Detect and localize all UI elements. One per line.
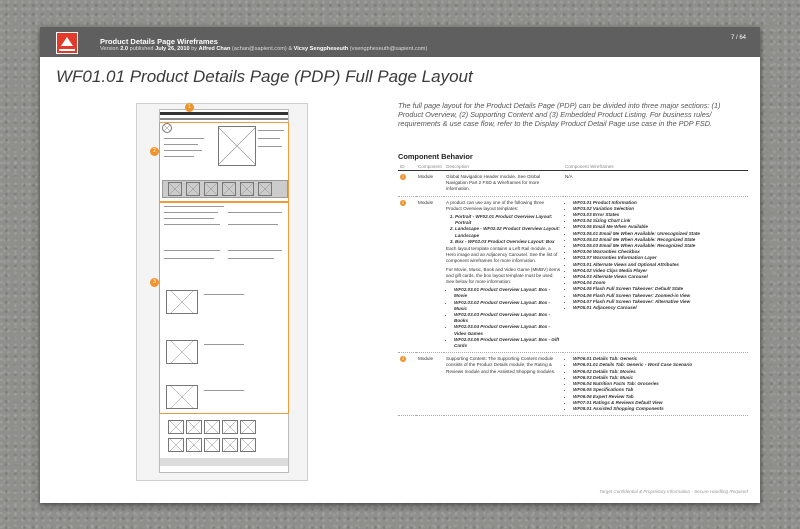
table-header-row bbox=[398, 163, 748, 171]
list-item: • WF03.02 Variation Selection bbox=[573, 206, 746, 212]
wireframe-listing-item bbox=[222, 420, 238, 434]
row-id-cell bbox=[398, 353, 416, 416]
list-item: • WF03.05.01 Email Me When Available: Unrecognized State bbox=[573, 231, 746, 237]
document-page bbox=[40, 27, 760, 503]
row-description-cell: Global Navigation Header module. See Global Navigation Part 2 FSD & Wireframes for more information. bbox=[444, 171, 563, 197]
list-item: • WF02.03.02 Product Overview Layout: Box - Music bbox=[454, 300, 561, 312]
list-item: • WF03.06 Warranties Checkbox bbox=[573, 249, 746, 255]
description-text: Each layout template contains a Left Rail module, a Hero image and an Adjacency Carousel. See the list of component wireframes for more information. bbox=[446, 246, 558, 264]
wireframe-page bbox=[159, 109, 289, 473]
row-wireframes-cell: N/A bbox=[563, 171, 748, 197]
table-row bbox=[398, 353, 748, 416]
list-item: • WF06.03 Details Tab: Music bbox=[573, 375, 746, 381]
wireframe-thumbnail bbox=[136, 103, 308, 481]
list-item: • WF04.03 Alternate Views Carousel bbox=[573, 274, 746, 280]
row-component-cell: Module bbox=[416, 196, 444, 353]
box-layout-list bbox=[446, 287, 561, 349]
list-item: • WF02.03.04 Product Overview Layout: Box - Video Games bbox=[454, 324, 561, 336]
section-highlight-product-overview bbox=[159, 122, 289, 202]
list-item: • WF04.02 Video Clips Media Player bbox=[573, 268, 746, 274]
list-item: • WF06.01.01 Details Tab: Generic - Word Case Scenario bbox=[573, 362, 746, 368]
list-item: • WF06.02 Details Tab: Movies bbox=[573, 369, 746, 375]
page-title: WF01.01 Product Details Page (PDP) Full Page Layout bbox=[56, 67, 473, 86]
row-id-cell bbox=[398, 171, 416, 197]
list-item: • WF06.06 Expert Review Tab bbox=[573, 394, 746, 400]
list-item: • WF04.05 Flash Full Screen Takeover: Default State bbox=[573, 286, 746, 292]
wireframe-list bbox=[565, 200, 746, 312]
list-item: 2. Landscape - WF02.02 Product Overview Layout: Landscape bbox=[455, 226, 561, 238]
intro-paragraph: The full page layout for the Product Details Page (PDP) can be divided into three major sections: (1) Product Overview, (2) Supporting Content and (3) Embedded Product Listing. For business rules/ requirements & use case flow, refer to the Display Product Detail Page use case in the PDP FSD. bbox=[398, 101, 721, 128]
document-meta: Version 2.0 published July 26, 2010 by Alfred Chan (achan@sapient.com) & Vicsy Sengpheseuth (vsengpheseuth@sapient.com) bbox=[100, 46, 428, 52]
row-id-badge: 3 bbox=[401, 356, 405, 362]
list-item: • WF04.06 Flash Full Screen Takeover: Zoomed-in View bbox=[573, 293, 746, 299]
row-description-cell: Supporting Content: The Supporting Content module consists of the Product Details module, the Rating & Reviews module and the Assisted Shopping modules. bbox=[444, 353, 563, 416]
column-header: Description bbox=[444, 163, 563, 171]
list-item: • WF02.03.03 Product Overview Layout: Box - Books bbox=[454, 312, 561, 324]
page-header bbox=[40, 27, 760, 57]
list-item: • WF06.04 Nutrition Facts Tab: Groceries bbox=[573, 381, 746, 387]
section-highlight-supporting-content bbox=[159, 202, 289, 414]
wireframe-footer bbox=[160, 458, 288, 466]
list-item: • WF03.05.02 Email Me When Available: Recognized State bbox=[573, 237, 746, 243]
wireframe-listing-item bbox=[186, 438, 202, 452]
layout-template-list bbox=[446, 214, 561, 245]
marker-3: 3 bbox=[150, 278, 159, 287]
wireframe-subnav-bar bbox=[160, 118, 288, 120]
wireframe-listing-item bbox=[204, 438, 220, 452]
row-id-badge: 2 bbox=[401, 199, 405, 205]
list-item: • WF03.05 Email Me When Available bbox=[573, 224, 746, 230]
confidentiality-footer: Target Confidential & Proprietary Information - Secure Handling Required bbox=[599, 489, 748, 494]
row-wireframes-cell bbox=[563, 353, 748, 416]
marker-1: 1 bbox=[185, 103, 194, 112]
component-behavior-title: Component Behavior bbox=[398, 152, 473, 161]
list-item: • WF04.07 Flash Full Screen Takeover: Alternative View bbox=[573, 299, 746, 305]
wireframe-listing-item bbox=[222, 438, 238, 452]
row-component-cell: Module bbox=[416, 353, 444, 416]
document-title: Product Details Page Wireframes bbox=[100, 37, 218, 46]
company-logo-icon bbox=[56, 32, 78, 54]
row-wireframes-cell bbox=[563, 196, 748, 353]
list-item: 1. Portrait - WF02.01 Product Overview Layout: Portrait bbox=[455, 214, 561, 226]
wireframe-list bbox=[565, 356, 746, 412]
list-item: • WF02.03.05 Product Overview Layout: Box - Gift Cards bbox=[454, 337, 561, 349]
row-description-cell bbox=[444, 196, 563, 353]
column-header: Component bbox=[416, 163, 444, 171]
list-item: • WF03.03 Error States bbox=[573, 212, 746, 218]
list-item: • WF02.03.01 Product Overview Layout: Box - Movie bbox=[454, 287, 561, 299]
table-row bbox=[398, 171, 748, 197]
list-item: • WF06.01 Details Tab: Generic bbox=[573, 356, 746, 362]
list-item: • WF03.05.03 Email Me When Available: Recognized State bbox=[573, 243, 746, 249]
row-id-badge: 1 bbox=[401, 174, 405, 179]
wireframe-listing-item bbox=[240, 420, 256, 434]
wireframe-nav-bar bbox=[160, 112, 288, 115]
component-behavior-table bbox=[398, 163, 748, 416]
page-number: 7 / 64 bbox=[730, 35, 746, 41]
description-text: For Movie, Music, Book and Video Game (MMBV) items and gift cards, the box layout template must be used. See below for more information: bbox=[446, 266, 561, 285]
row-id-cell bbox=[398, 196, 416, 353]
list-item: • WF03.01 Alternate Views and Optional Attributes bbox=[573, 262, 746, 268]
description-text: A product can use any one of the following three Product Overview layout templates: bbox=[446, 199, 545, 211]
wireframe-listing-item bbox=[240, 438, 256, 452]
marker-2: 2 bbox=[150, 147, 159, 156]
list-item: • WF08.01 Assisted Shopping Components bbox=[573, 406, 746, 412]
list-item: • WF04.04 Zoom bbox=[573, 280, 746, 286]
list-item: • WF03.07 Warranties Information Layer bbox=[573, 255, 746, 261]
list-item: 3. Box - WF02.03 Product Overview Layout: Box bbox=[455, 239, 561, 245]
list-item: • WF07.01 Ratings & Reviews Default View bbox=[573, 400, 746, 406]
list-item: • WF05.01 Adjacency Carousel bbox=[573, 305, 746, 311]
column-header: Component Wireframes bbox=[563, 163, 748, 171]
table-row bbox=[398, 196, 748, 353]
wireframe-listing-item bbox=[204, 420, 220, 434]
list-item: • WF06.05 Specifications Tab bbox=[573, 387, 746, 393]
wireframe-listing-item bbox=[186, 420, 202, 434]
list-item: • WF03.01 Product Information bbox=[573, 200, 746, 206]
list-item: • WF03.04 Sizing Chart Link bbox=[573, 218, 746, 224]
wireframe-listing-item bbox=[168, 420, 184, 434]
wireframe-listing-item bbox=[168, 438, 184, 452]
row-component-cell: Module bbox=[416, 171, 444, 197]
column-header: ID bbox=[398, 163, 416, 171]
